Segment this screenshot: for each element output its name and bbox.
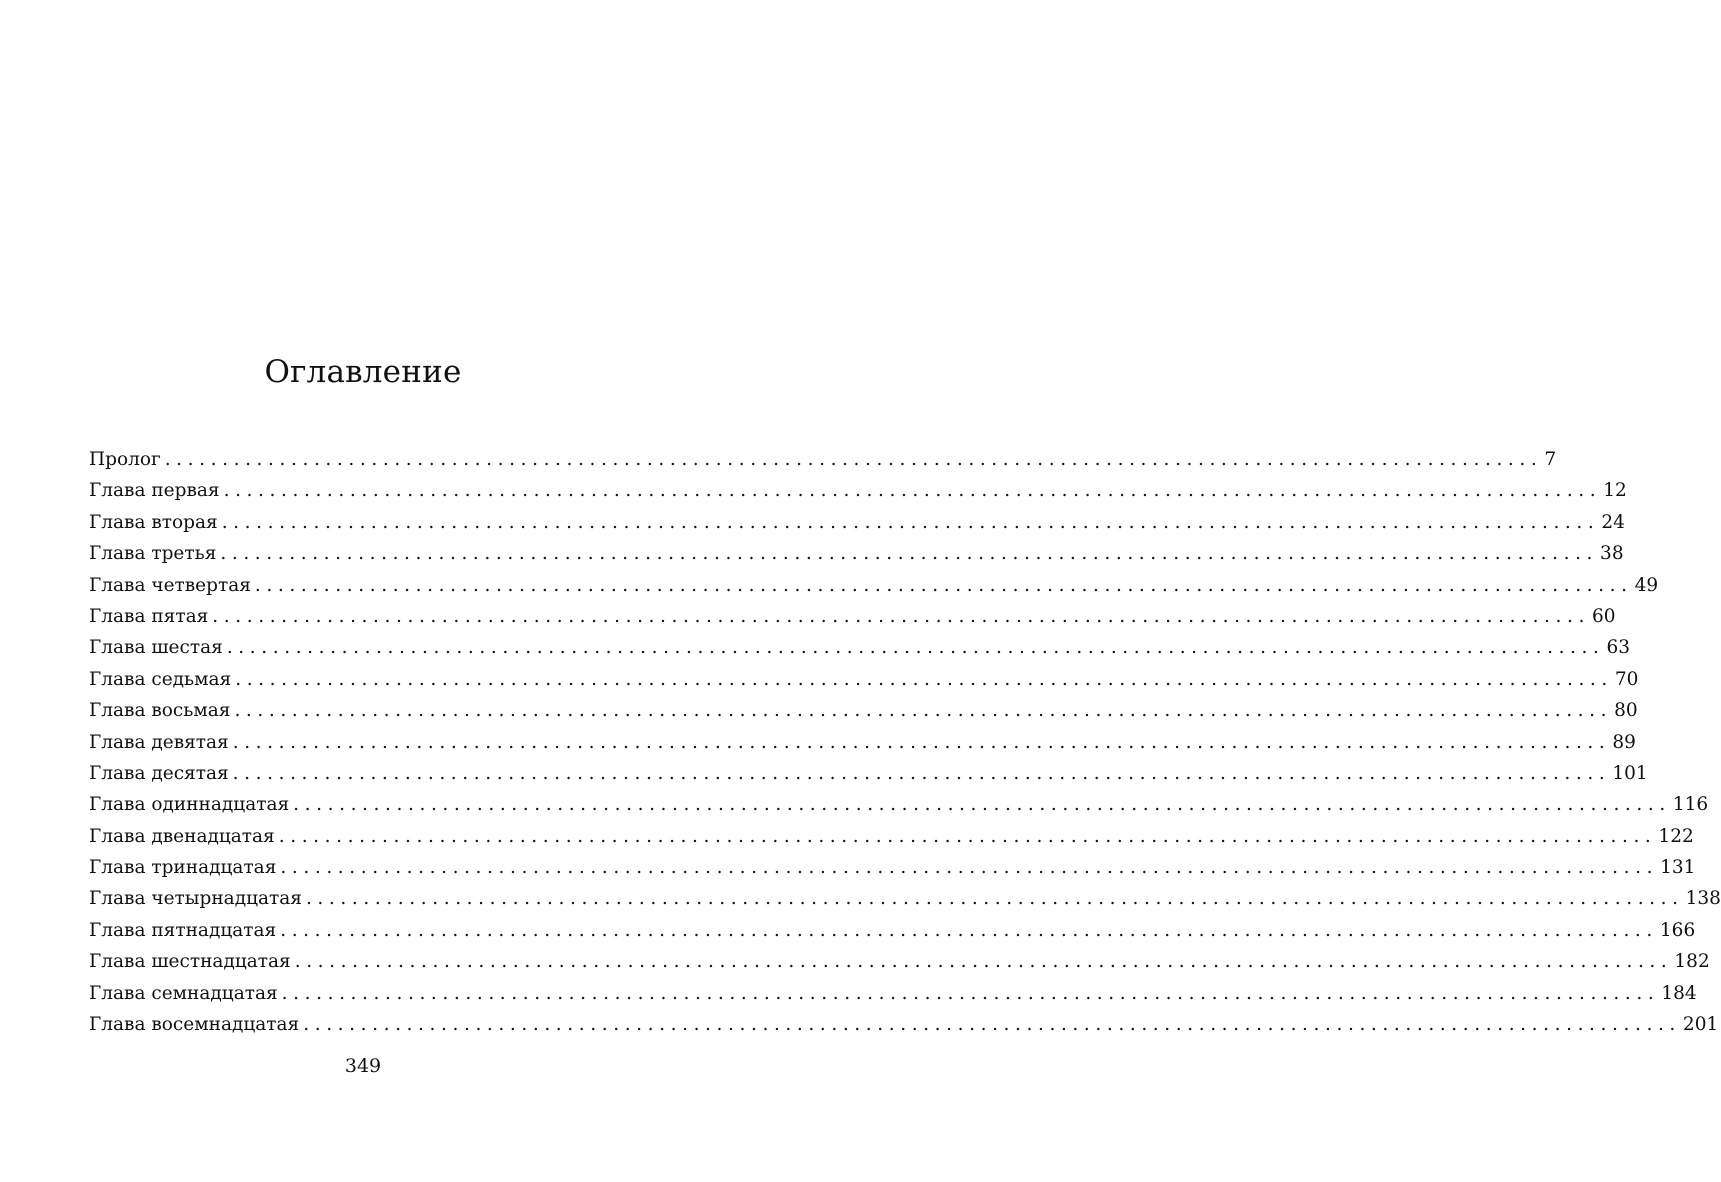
- toc-dot-leader: ........................................................................................................................: [293, 794, 1671, 816]
- toc-dot-leader: ........................................................................................................................: [232, 762, 1611, 784]
- toc-entry: [89, 821, 1694, 852]
- toc-list: [89, 444, 1721, 1040]
- toc-entry-page: 122: [1658, 825, 1694, 847]
- toc-entry: [89, 695, 1638, 726]
- toc-dot-leader: ........................................................................................................................: [281, 982, 1660, 1004]
- toc-entry: [89, 538, 1624, 569]
- toc-entry-page: 24: [1601, 511, 1625, 533]
- toc-entry-page: 89: [1612, 731, 1636, 753]
- toc-dot-leader: ........................................................................................................................: [221, 511, 1600, 533]
- toc-entry-label: Глава одиннадцатая: [89, 794, 290, 816]
- toc-dot-leader: ........................................................................................................................: [278, 825, 1657, 847]
- toc-dot-leader: ........................................................................................................................: [232, 731, 1611, 753]
- toc-dot-leader: ........................................................................................................................: [223, 480, 1602, 502]
- toc-entry-label: Глава пятая: [89, 605, 209, 627]
- toc-entry-page: 166: [1659, 919, 1696, 941]
- toc-entry-label: Глава третья: [89, 543, 217, 565]
- toc-dot-leader: ........................................................................................................................: [212, 605, 1590, 627]
- toc-dot-leader: ........................................................................................................................: [164, 449, 1543, 470]
- toc-entry: [89, 789, 1709, 820]
- toc-dot-leader: ........................................................................................................................: [305, 888, 1684, 910]
- toc-entry-page: 60: [1591, 605, 1616, 627]
- toc-entry-page: 184: [1661, 982, 1697, 1004]
- toc-dot-leader: ........................................................................................................................: [280, 919, 1658, 941]
- toc-dot-leader: ........................................................................................................................: [303, 1014, 1681, 1036]
- toc-entry: [89, 946, 1710, 977]
- toc-entry: [89, 570, 1659, 601]
- toc-entry: [89, 852, 1696, 883]
- toc-entry-page: 70: [1614, 668, 1639, 690]
- toc-entry-label: Глава вторая: [89, 511, 218, 533]
- toc-entry-label: Глава девятая: [89, 731, 229, 753]
- toc-entry: [89, 444, 1557, 475]
- toc-entry-label: Глава тринадцатая: [89, 857, 277, 879]
- toc-entry-label: Глава двенадцатая: [89, 825, 275, 847]
- toc-entry: [89, 758, 1648, 789]
- toc-entry: [89, 727, 1636, 758]
- toc-title: Оглавление: [264, 354, 462, 390]
- toc-dot-leader: ........................................................................................................................: [234, 700, 1613, 722]
- toc-entry: [89, 664, 1639, 695]
- toc-entry: [89, 915, 1696, 946]
- toc-dot-leader: ........................................................................................................................: [226, 637, 1605, 659]
- toc-entry-page: 12: [1603, 480, 1627, 502]
- toc-entry-label: Глава седьмая: [89, 668, 232, 690]
- toc-entry-label: Глава восьмая: [89, 700, 231, 722]
- toc-entry-label: Глава шестая: [89, 637, 223, 659]
- toc-entry-page: 201: [1682, 1014, 1719, 1036]
- toc-entry: [89, 1009, 1719, 1040]
- toc-entry-label: Глава четырнадцатая: [89, 888, 302, 910]
- toc-entry-label: Глава четвертая: [89, 574, 251, 596]
- toc-entry-page: 63: [1606, 637, 1631, 659]
- toc-entry-label: Глава семнадцатая: [89, 982, 278, 1004]
- toc-entry-page: 182: [1674, 951, 1710, 973]
- toc-entry-page: 80: [1614, 700, 1638, 722]
- toc-dot-leader: ........................................................................................................................: [280, 857, 1659, 879]
- toc-entry: [89, 883, 1721, 914]
- toc-entry-label: Глава десятая: [89, 762, 229, 784]
- toc-entry: [89, 632, 1631, 663]
- toc-entry: [89, 601, 1616, 632]
- toc-entry-page: 116: [1672, 794, 1709, 816]
- toc-entry-page: 38: [1600, 543, 1624, 565]
- toc-entry: [89, 507, 1625, 538]
- toc-entry-label: Пролог: [89, 449, 161, 470]
- toc-entry-label: Глава первая: [89, 480, 220, 502]
- toc-entry: [89, 475, 1627, 506]
- toc-entry-page: 7: [1544, 449, 1557, 470]
- toc-entry-page: 49: [1634, 574, 1659, 596]
- toc-dot-leader: ........................................................................................................................: [235, 668, 1613, 690]
- toc-dot-leader: ........................................................................................................................: [294, 951, 1673, 973]
- toc-entry-page: 101: [1612, 762, 1648, 784]
- page-number: 349: [344, 1055, 382, 1077]
- toc-dot-leader: ........................................................................................................................: [220, 543, 1599, 565]
- toc-entry: [89, 978, 1697, 1009]
- toc-entry-page: 131: [1660, 857, 1696, 879]
- toc-entry-label: Глава шестнадцатая: [89, 951, 291, 973]
- toc-entry-page: 138: [1685, 888, 1721, 910]
- toc-entry-label: Глава пятнадцатая: [89, 919, 277, 941]
- toc-dot-leader: ........................................................................................................................: [254, 574, 1633, 596]
- toc-entry-label: Глава восемнадцатая: [89, 1014, 300, 1036]
